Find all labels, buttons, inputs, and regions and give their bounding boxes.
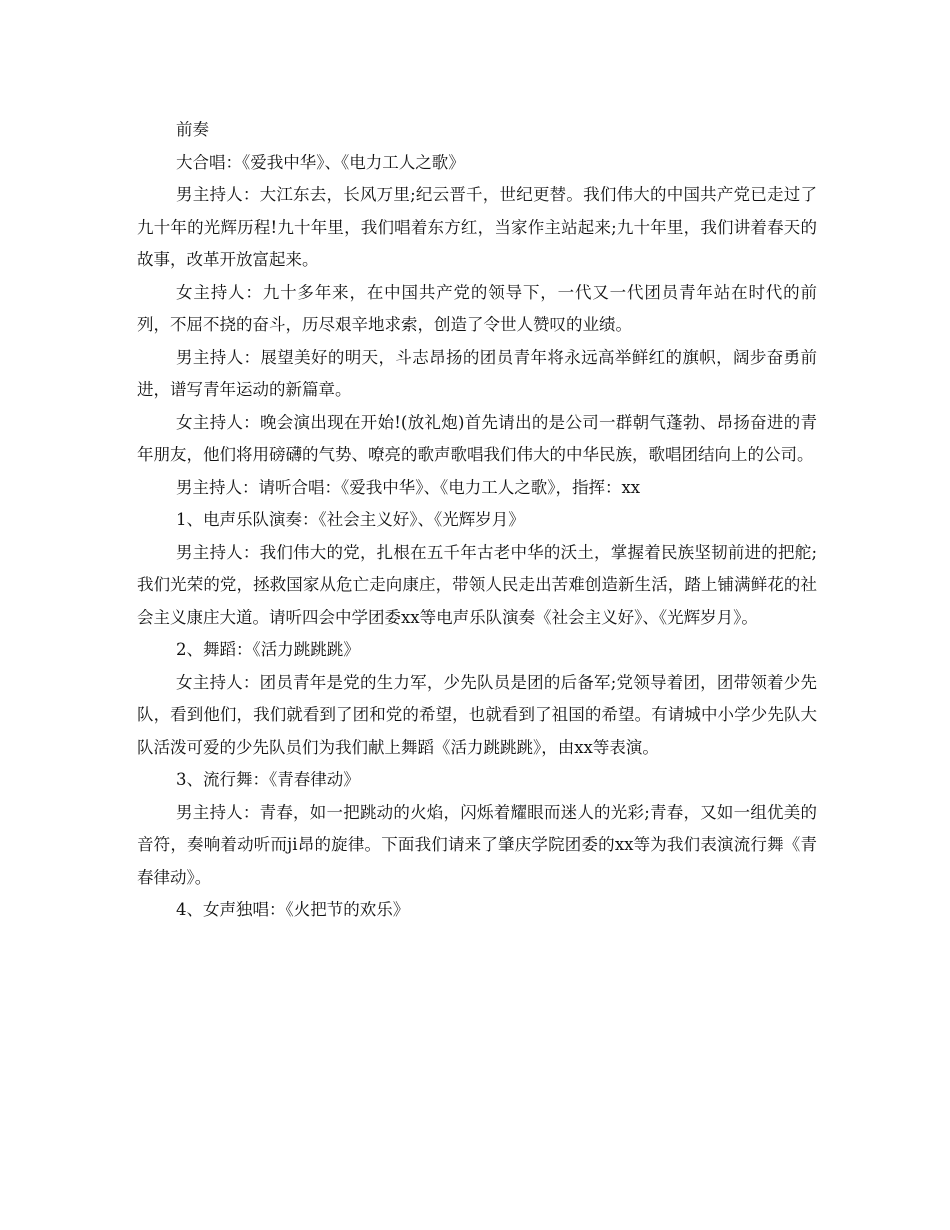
paragraph-female-host-youth: 女主持人：团员青年是党的生力军，少先队员是团的后备军;党领导着团，团带领着少先队，看到他们，我们就看到了团和党的希望，也就看到了祖国的希望。有请城中小学少先队大队活泼可爱的少先队员们为我们献上舞蹈《活力跳跳跳》，由xx等表演。 — [137, 672, 817, 757]
program-item-4: 4、女声独唱：《火把节的欢乐》 — [176, 900, 410, 919]
paragraph-male-host-opening: 男主持人：大江东去，长风万里;纪云晋千，世纪更替。我们伟大的中国共产党已走过了九十年的光辉历程!九十年里，我们唱着东方红，当家作主站起来;九十年里，我们讲着春天的故事，改革开放富起来。 — [137, 185, 817, 269]
paragraph-female-host-start: 女主持人：晚会演出现在开始!(放礼炮)首先请出的是公司一群朝气蓬勃、昂扬奋进的青年朋友，他们将用磅礴的气势、嘹亮的歌声歌唱我们伟大的中华民族，歌唱团结向上的公司。 — [137, 412, 817, 464]
paragraph-male-host-future: 男主持人：展望美好的明天，斗志昂扬的团员青年将永远高举鲜红的旗帜，阔步奋勇前进，谱写青年运动的新篇章。 — [137, 347, 817, 399]
paragraph-male-host-chorus: 男主持人：请听合唱：《爱我中华》、《电力工人之歌》，指挥：xx — [176, 477, 641, 497]
program-item-2: 2、舞蹈：《活力跳跳跳》 — [176, 640, 360, 659]
program-item-1: 1、电声乐队演奏：《社会主义好》、《光辉岁月》 — [176, 510, 525, 529]
paragraph-prelude: 前奏 — [176, 120, 209, 139]
document-body — [137, 114, 817, 927]
paragraph-female-host-opening: 女主持人：九十多年来，在中国共产党的领导下，一代又一代团员青年站在时代的前列，不屈不挠的奋斗，历尽艰辛地求索，创造了令世人赞叹的业绩。 — [137, 282, 817, 334]
paragraph-male-host-youth-dance: 男主持人：青春，如一把跳动的火焰，闪烁着耀眼而迷人的光彩;青春，又如一组优美的音符，奏响着动听而ji昂的旋律。下面我们请来了肇庆学院团委的xx等为我们表演流行舞《青春律动》。 — [137, 802, 817, 887]
paragraph-male-host-party: 男主持人：我们伟大的党，扎根在五千年古老中华的沃土，掌握着民族坚韧前进的把舵;我们光荣的党，拯救国家从危亡走向康庄，带领人民走出苦难创造新生活，踏上铺满鲜花的社会主义康庄大道。请听四会中学团委xx等电声乐队演奏《社会主义好》、《光辉岁月》。 — [137, 542, 817, 627]
paragraph-grand-chorus: 大合唱：《爱我中华》、《电力工人之歌》 — [176, 152, 465, 172]
program-item-3: 3、流行舞：《青春律动》 — [176, 770, 360, 789]
